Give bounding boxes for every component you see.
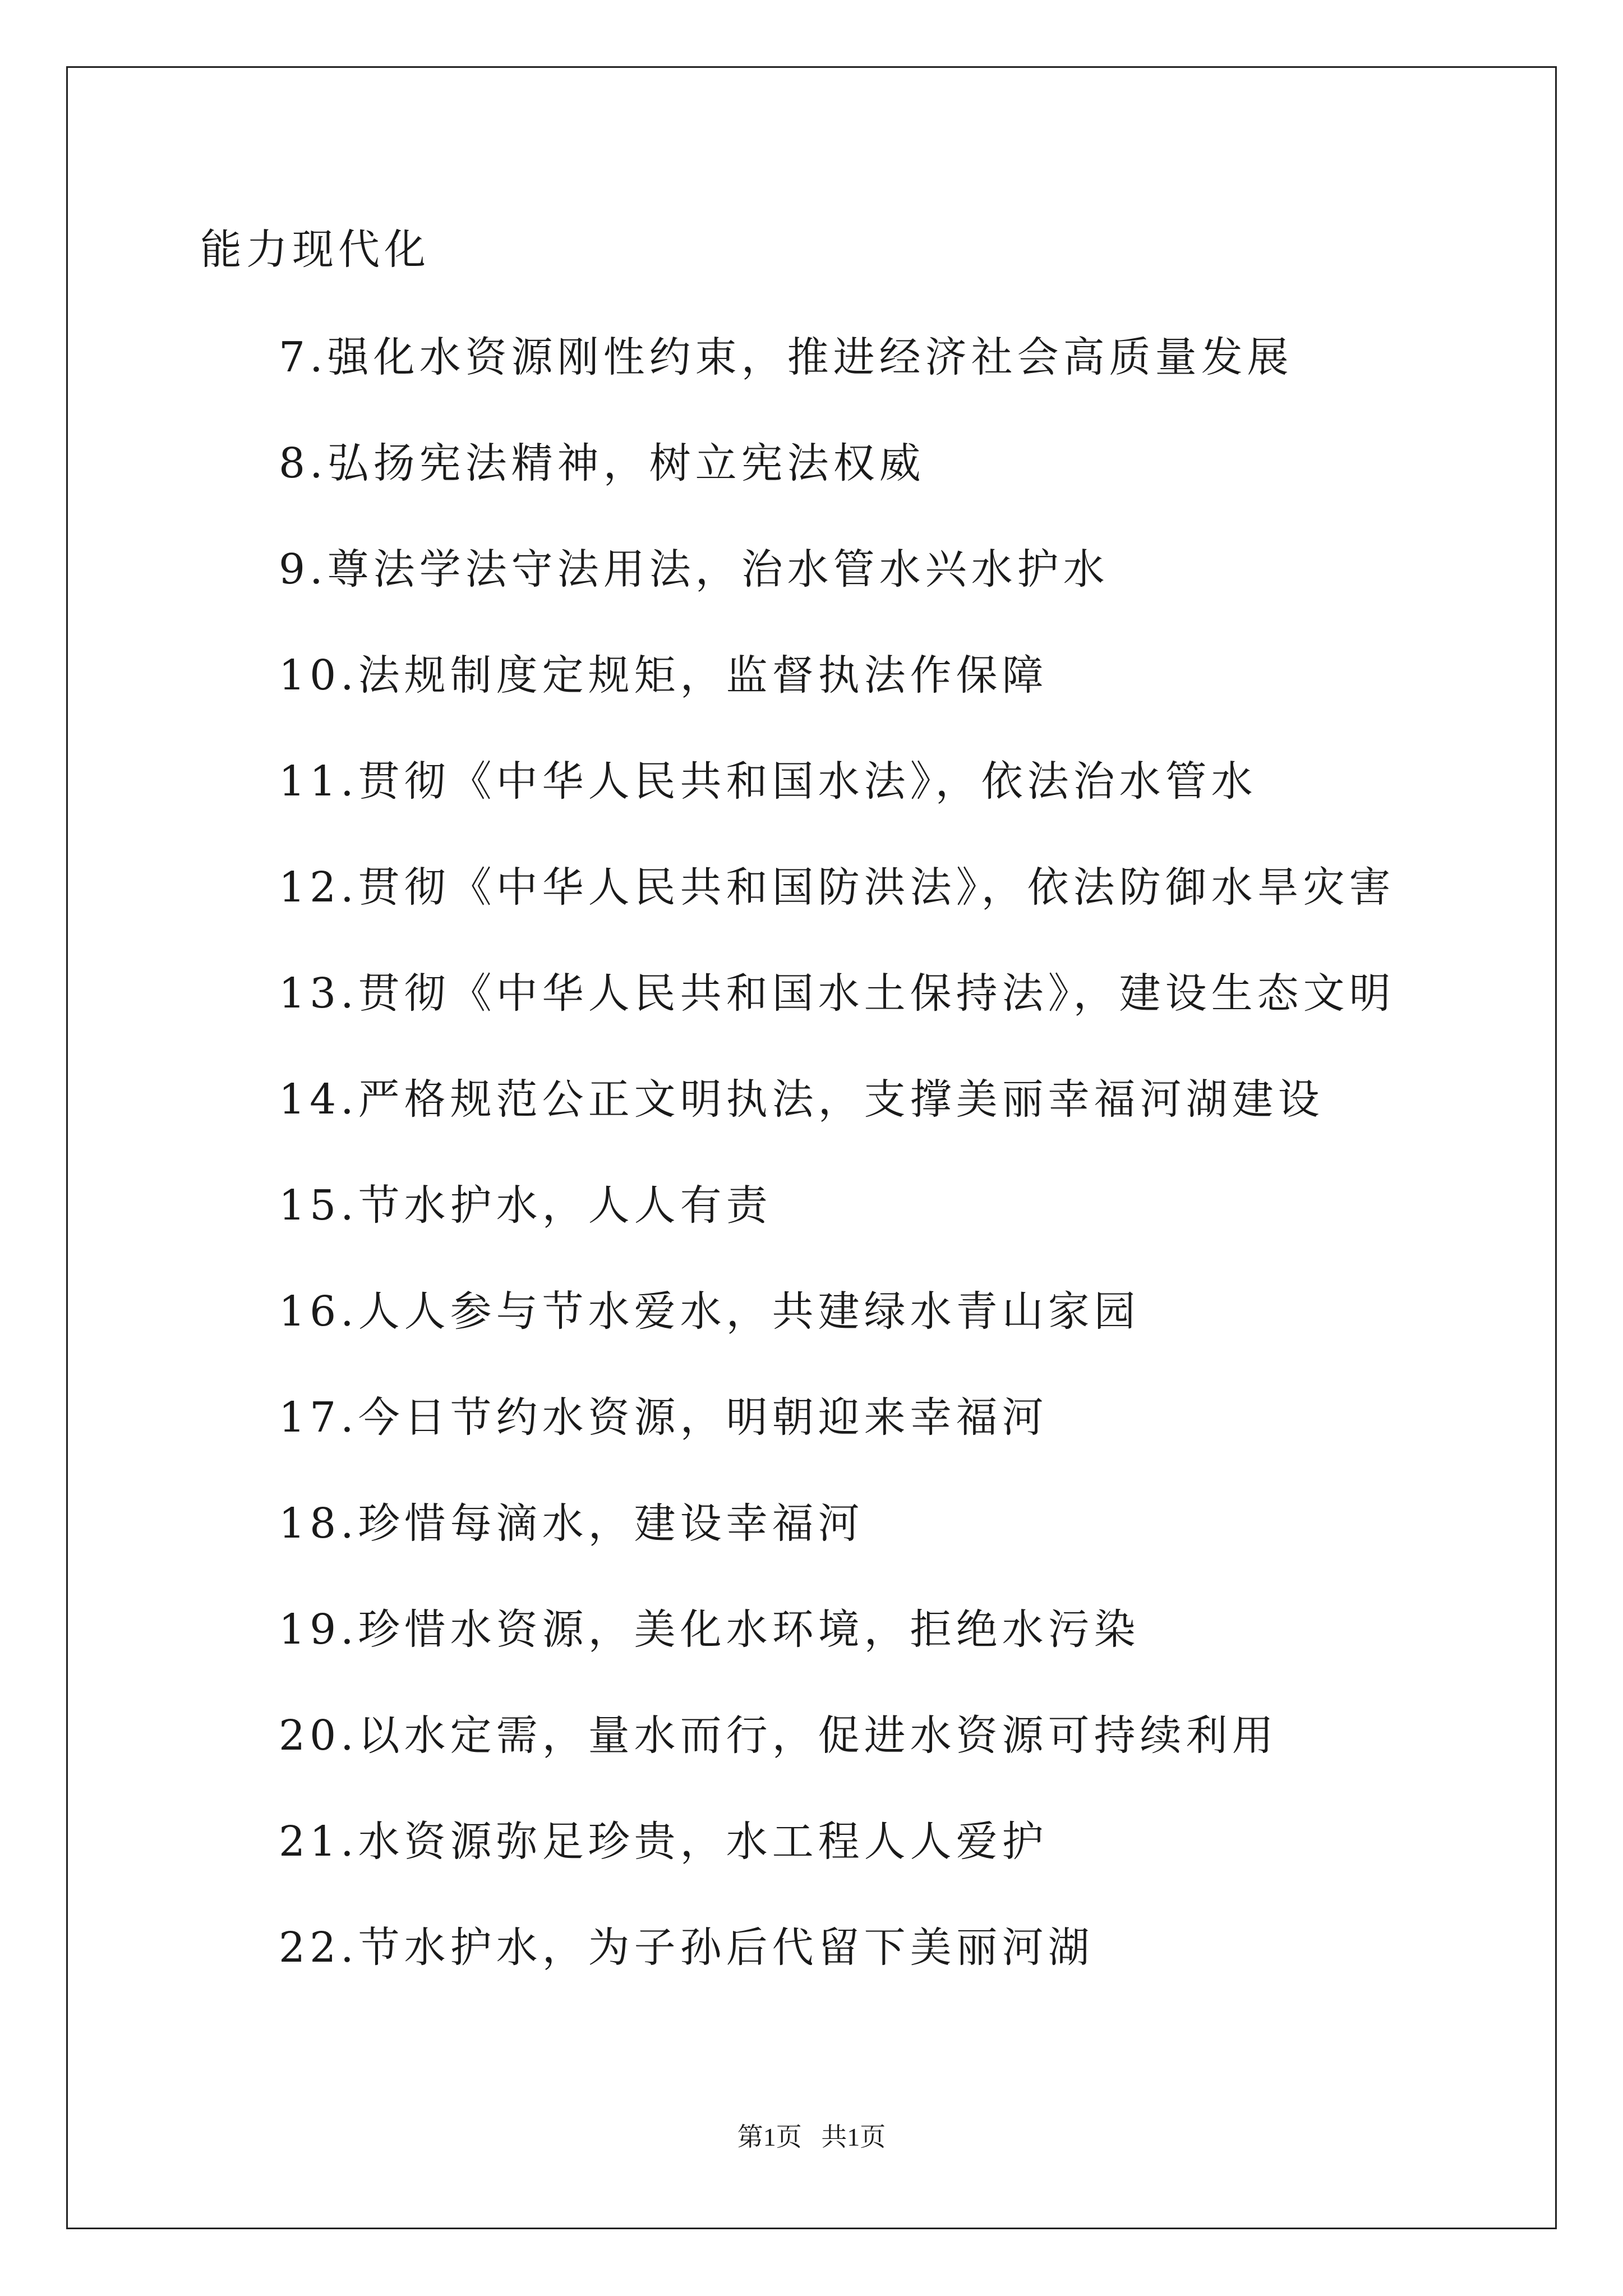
list-item: 16.人人参与节水爱水，共建绿水青山家园	[279, 1287, 1140, 1336]
list-item: 9.尊法学法守法用法，治水管水兴水护水	[279, 545, 1109, 593]
list-item: 17.今日节约水资源，明朝迎来幸福河	[279, 1393, 1048, 1442]
slogan-list	[200, 324, 1490, 1981]
list-item: 14.严格规范公正文明执法，支撑美丽幸福河湖建设	[279, 1075, 1324, 1124]
list-item: 13.贯彻《中华人民共和国水土保持法》，建设生态文明	[279, 969, 1395, 1018]
list-item: 18.珍惜每滴水，建设幸福河	[279, 1499, 864, 1548]
list-item: 8.弘扬宪法精神，树立宪法权威	[279, 439, 925, 487]
list-item: 11.贯彻《中华人民共和国水法》，依法治水管水	[279, 757, 1257, 806]
list-item: 20.以水定需，量水而行，促进水资源可持续利用	[279, 1711, 1278, 1760]
continued-text: 能力现代化	[200, 226, 430, 274]
page-footer: 第1页 共1页	[737, 2123, 886, 2151]
list-item: 21.水资源弥足珍贵，水工程人人爱护	[279, 1818, 1048, 1866]
list-item: 22.节水护水，为子孙后代留下美丽河湖	[279, 1924, 1094, 1972]
list-item: 7.强化水资源刚性约束，推进经济社会高质量发展	[279, 333, 1293, 381]
document-body	[200, 216, 1490, 1981]
list-item: 10.法规制度定规矩，监督执法作保障	[279, 651, 1048, 700]
list-item: 19.珍惜水资源，美化水环境，拒绝水污染	[279, 1605, 1140, 1654]
list-item: 12.贯彻《中华人民共和国防洪法》，依法防御水旱灾害	[279, 863, 1395, 912]
list-item: 15.节水护水，人人有责	[279, 1181, 772, 1230]
